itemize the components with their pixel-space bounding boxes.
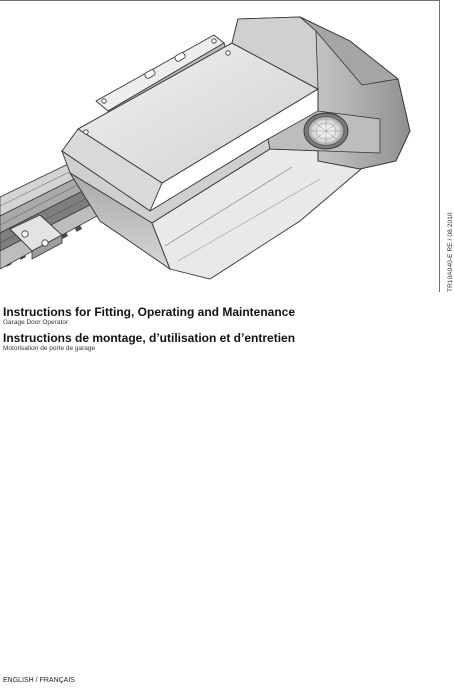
english-main-title: Instructions for Fitting, Operating and Maintenance [3,305,296,319]
english-title-block [3,306,443,327]
document-code: TR10A040-E RE / 08.2010 [447,212,454,292]
product-illustration-frame [0,0,440,292]
french-subtitle: Motorisation de porte de garage [3,345,96,352]
french-title-block [3,332,443,353]
language-footer: ENGLISH / FRANÇAIS [3,677,75,684]
french-main-title: Instructions de montage, d’utilisation et d’entretien [3,331,296,345]
english-subtitle: Garage Door Operator [3,319,69,326]
operator-lamp [304,113,348,149]
garage-door-operator-illustration [0,1,440,293]
